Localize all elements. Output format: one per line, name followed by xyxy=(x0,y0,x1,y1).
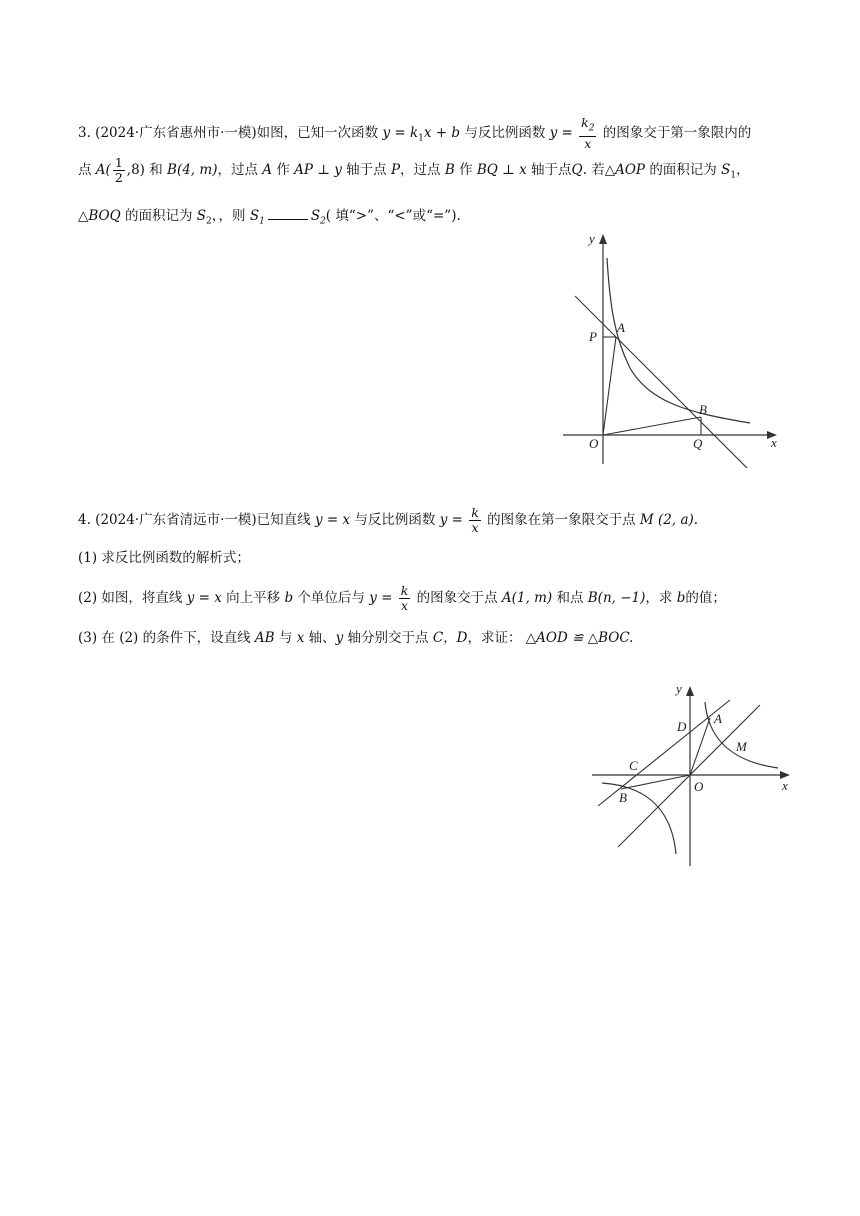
p3-text: 轴于点 xyxy=(346,162,387,178)
label-y: y xyxy=(589,231,595,246)
answer-blank[interactable] xyxy=(268,219,308,220)
var-s2: $S_2$ xyxy=(310,208,326,227)
line-ab xyxy=(598,700,730,806)
point-m: M (2, a). xyxy=(639,512,699,528)
congruence-statement: △AOD ≌ △BOC. xyxy=(525,630,634,646)
q2-text: ，求 xyxy=(645,590,673,606)
label-a: A xyxy=(714,711,722,726)
label-p: P xyxy=(589,329,597,344)
var-b: b xyxy=(284,590,294,606)
q2-text: 向上平移 xyxy=(226,590,281,606)
label-c: C xyxy=(629,758,638,773)
var-b: B xyxy=(444,162,455,178)
p3-text: ，过点 xyxy=(400,162,441,178)
p3-line-3: △BOQ 的面积记为 $S_2$，，则 $S_1$ $S_2$( 填“>”、“<”或“=”). xyxy=(78,208,461,227)
fraction-k-x xyxy=(399,584,411,613)
p3-text: 作 xyxy=(276,162,290,178)
q2-text: 个单位后与 xyxy=(297,590,365,606)
segment-ob xyxy=(603,417,701,435)
figure-1 xyxy=(555,228,795,468)
var-b: b xyxy=(676,590,686,606)
var-a: A xyxy=(262,162,273,178)
p4-text: 4. (2024·广东省清远市·一模)已知直线 xyxy=(78,512,311,528)
eq-y: y = xyxy=(439,512,463,528)
label-x: x xyxy=(771,435,777,450)
frac-den: 2 xyxy=(114,170,123,185)
frac-num: k xyxy=(400,583,409,598)
line-ab-label: AB xyxy=(254,630,275,646)
p3-text: 作 xyxy=(459,162,473,178)
figure-2 xyxy=(588,676,798,871)
label-d: D xyxy=(677,719,687,734)
y-axis-arrow xyxy=(686,686,694,696)
point-b-label: B(4, m) xyxy=(167,162,218,178)
frac-den: x xyxy=(400,598,409,613)
subscript-1: 1 xyxy=(418,133,424,144)
label-b: B xyxy=(699,402,707,417)
var-s1: $S_1$ xyxy=(249,208,265,227)
label-a: A xyxy=(617,320,625,335)
fraction-k-x xyxy=(469,506,481,535)
p3-eq2: y = xyxy=(549,124,573,141)
p3-text: 轴于点 xyxy=(531,162,572,178)
eq-y: y = xyxy=(369,590,393,606)
q3-text: (3) 在 (2) 的条件下，设直线 xyxy=(78,630,251,646)
p4-text: 与反比例函数 xyxy=(354,512,436,528)
q2-text: 和点 xyxy=(556,590,584,606)
p4-q1 xyxy=(78,548,250,568)
subscript: 2 xyxy=(206,216,212,227)
label-o: O xyxy=(589,436,599,451)
var-y: y xyxy=(335,630,344,646)
q3-text: 轴、 xyxy=(308,630,336,646)
p4-text: 的图象在第一象限交于点 xyxy=(487,512,636,528)
line-y-eq-x xyxy=(618,705,760,847)
triangle-aop: △AOP xyxy=(604,162,646,178)
bq-perp: BQ ⊥ x xyxy=(476,162,527,178)
ap-perp: AP ⊥ y xyxy=(294,162,342,178)
p3-text: ， xyxy=(736,162,750,178)
p4-q3 xyxy=(78,628,633,648)
q2-text: 的图象交于点 xyxy=(416,590,498,606)
p3-line-1 xyxy=(78,116,751,151)
segment-oa xyxy=(690,718,710,775)
label-o: O xyxy=(694,779,704,794)
q3-text: 与 xyxy=(278,630,293,646)
q2-text: (2) 如图，将直线 xyxy=(78,590,183,606)
q1-text: (1) 求反比例函数的解析式； xyxy=(78,550,250,566)
p3-text: 点 xyxy=(78,162,92,178)
frac-den: x xyxy=(584,135,592,151)
frac-num: $k_2$ xyxy=(579,116,596,137)
p3-text: ( 填“>”、“<”或“=”). xyxy=(325,208,461,224)
eq-y-x: y = x xyxy=(186,590,222,606)
var-s1: S xyxy=(721,162,731,178)
p3-text: 的面积记为 xyxy=(125,208,193,224)
p4-q2 xyxy=(78,584,726,613)
hyperbola-curve xyxy=(607,258,750,423)
p3-text: 与反比例函数 xyxy=(464,124,546,141)
point-a-label: A( xyxy=(95,162,111,178)
label-x: x xyxy=(782,778,788,793)
var-s2: S xyxy=(196,208,207,224)
q3-text: 轴分别交于点 xyxy=(347,630,429,646)
p3-text: 的图象交于第一象限内的 xyxy=(602,124,752,141)
var-p: P xyxy=(390,162,401,178)
q2-text: 的值； xyxy=(685,590,726,606)
p4-line-1 xyxy=(78,506,698,535)
p3-eq1: y = k xyxy=(382,124,419,141)
p3-text: ，过点 xyxy=(217,162,258,178)
point-b: B(n, −1) xyxy=(587,590,646,606)
fraction-half xyxy=(113,156,125,185)
p3-text: ，则 xyxy=(218,208,246,224)
var-q: Q xyxy=(571,162,583,178)
q3-text: ，求证： xyxy=(467,630,522,646)
p3-eq1b: x + b xyxy=(423,124,461,141)
segment-ob xyxy=(621,775,690,789)
frac-num: 1 xyxy=(114,155,123,170)
subscript: 1 xyxy=(730,170,737,181)
point-a: A(1, m) xyxy=(501,590,553,606)
frac-num: k xyxy=(471,505,479,520)
triangle-boq: △BOQ xyxy=(78,208,121,224)
label-b: B xyxy=(619,790,627,805)
p3-line-2 xyxy=(78,156,750,186)
label-y: y xyxy=(676,681,682,696)
frac-den: x xyxy=(471,520,479,535)
var-x: x xyxy=(296,630,305,646)
point-a-rest: ,8) xyxy=(126,162,145,178)
p3-text: . 若 xyxy=(582,162,605,178)
label-q: Q xyxy=(693,436,703,451)
p3-text: 的面积记为 xyxy=(649,162,717,178)
p3-text: 3. (2024·广东省惠州市·一模)如图，已知一次函数 xyxy=(78,124,379,141)
line-ab xyxy=(575,296,752,468)
eq-y-x: y = x xyxy=(314,512,351,528)
y-axis-arrow xyxy=(599,234,607,244)
label-m: M xyxy=(736,739,747,754)
fraction-k2-x xyxy=(579,116,596,151)
points-cd: C，D xyxy=(432,630,468,646)
p3-text: 和 xyxy=(149,162,163,178)
segment-oa xyxy=(603,337,616,435)
